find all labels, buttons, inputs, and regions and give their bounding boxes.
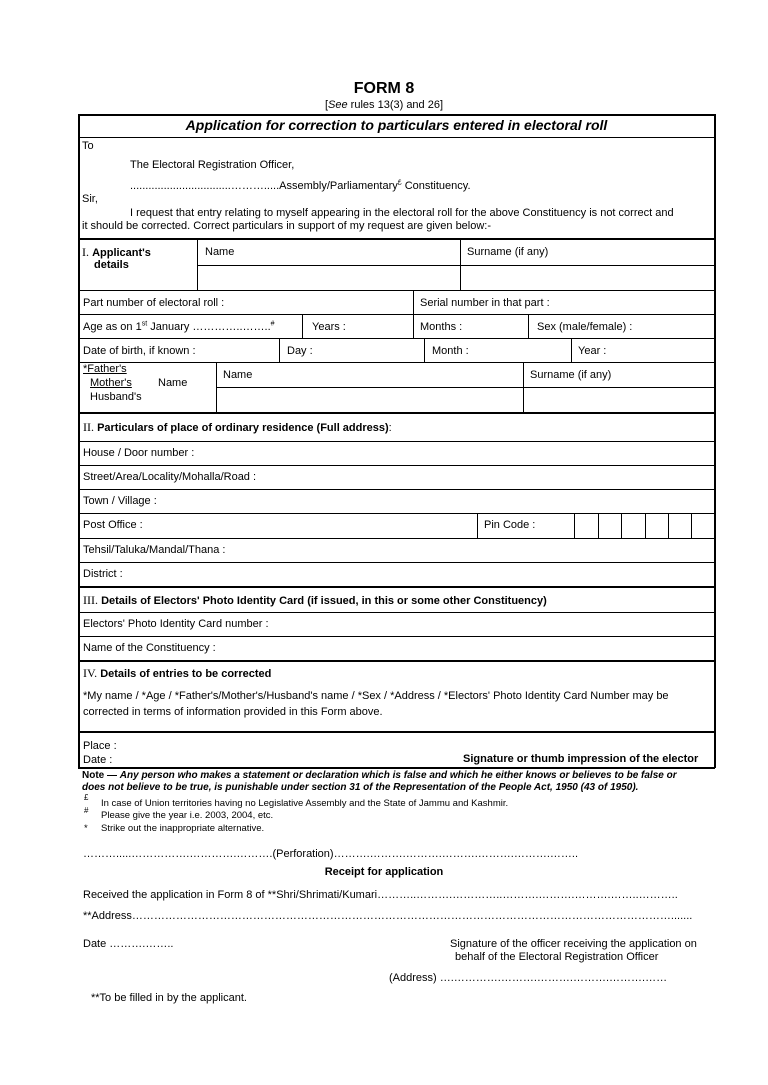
officer-signature-line-1: Signature of the officer receiving the application on [450,938,697,950]
months-label: Months : [420,321,463,333]
intro-divider [78,238,715,240]
applicant-name-label: Name [205,246,235,258]
part-number-label: Part number of electoral roll : [83,297,225,309]
footnote-2-mark: # [84,806,89,815]
application-title: Application for correction to particulars entered in electoral roll [185,117,608,133]
date-label: Date : [83,754,113,766]
title-divider [78,137,715,138]
footnote-2: Please give the year i.e. 2003, 2004, etc. [101,810,274,821]
age-mid: January …………..…….. [147,321,271,333]
row-divider [279,338,280,362]
section-1-title-1: Applicant's [92,247,151,259]
relative-surname-label: Surname (if any) [530,369,612,381]
age-sup-st: st [141,320,148,328]
row-divider [302,314,303,338]
section-3-number: III. [83,593,98,607]
relative-name-label: Name [223,369,253,381]
pin-box-divider [691,513,692,538]
post-office-label: Post Office : [83,519,143,531]
receipt-date: Date ……….…….. [83,938,174,950]
applicant-name-field[interactable] [198,266,459,289]
applicant-surname-label: Surname (if any) [467,246,549,258]
constituency-line [130,180,471,193]
pin-box-divider [621,513,622,538]
relation-line-2b: Name [158,377,188,389]
district-label: District : [83,568,123,580]
rules-see: See [328,99,348,111]
row-line [78,362,715,363]
section-1-heading [82,246,151,260]
relative-surname-field[interactable] [524,388,713,411]
pin-divider [477,513,478,538]
section-1-title-2: details [94,259,129,271]
row-line [78,612,715,613]
note-label: Note — [82,770,120,781]
rules-open: [ [324,99,329,111]
pin-box-divider [598,513,599,538]
row-divider [413,290,414,314]
received-line: Received the application in Form 8 of **Shri/Shrimati/Kumari………..……….…………..……….……….……….……..……….. [83,889,678,901]
request-line-1: I request that entry relating to myself appearing in the electoral roll for the above Constituency is not correct and [130,207,674,219]
constituency-tail: Constituency. [401,180,471,192]
rules-reference [0,99,768,112]
footnote-3-mark: * [84,823,88,834]
relation-line-2a: Mother's [90,377,132,389]
row-line [78,338,715,339]
perforation-line: ……….....…………….………….……….(Perforation)……….……….……….……….……….……….…….. [83,848,579,860]
note-line-1 [82,770,677,782]
correction-line-1: *My name / *Age / *Father's/Mother's/Husband's name / *Sex / *Address / *Electors' Photo Identity Card Number may be [83,690,669,702]
section-2-colon: : [388,422,392,434]
pin-box-divider [645,513,646,538]
row-divider [424,338,425,362]
section-1-number: I. [82,245,89,259]
form-title: FORM 8 [353,80,415,97]
section-4-top [78,660,715,662]
note-line-2: does not believe to be true, is punishable under section 31 of the Representation of the People Act, 1950 (43 of 1950). [82,782,639,793]
pound-mark: £ [397,179,402,187]
row-line [78,538,715,539]
pin-box-divider [668,513,669,538]
section-3-title: Details of Electors' Photo Identity Card (if issued, in this or some other Constituency) [101,595,547,607]
town-label: Town / Village : [83,495,157,507]
row-line [78,489,715,490]
section-4-heading [83,667,271,681]
section-2-heading [83,421,392,435]
month-label: Month : [432,345,469,357]
receipt-title: Receipt for application [324,866,444,878]
officer-address: (Address) ….………….……….……….……….……….…… [389,972,668,984]
row-line [78,314,715,315]
constituency-name-label: Name of the Constituency : [83,642,216,654]
serial-number-label: Serial number in that part : [420,297,550,309]
section-3-top [78,586,715,588]
row-divider [528,314,529,338]
row-line [78,441,715,442]
pin-box-divider [574,513,575,538]
age-sup-hash: # [270,320,275,328]
relation-line-1: *Father's [83,363,127,375]
constituency-dots: .................................……….....Assembly/Parliamentary [130,180,398,192]
correction-line-2: corrected in terms of information provided in this Form above. [83,706,383,718]
dob-label: Date of birth, if known : [83,345,196,357]
pin-code-label: Pin Code : [484,519,536,531]
sex-label: Sex (male/female) : [537,321,633,333]
footnote-3: Strike out the inappropriate alternative. [101,823,265,834]
applicant-surname-field[interactable] [461,266,713,289]
row-line [78,636,715,637]
place-label: Place : [83,740,117,752]
footnote-1-mark: £ [84,793,89,802]
year-label: Year : [578,345,607,357]
section-2-title: Particulars of place of ordinary residence (Full address) [97,422,389,434]
row-divider [413,314,414,338]
request-line-2: it should be corrected. Correct particulars in support of my request are given below:- [82,220,492,232]
section-4-bottom [78,731,715,733]
frame-bottom [78,767,715,769]
section-4-number: IV. [83,666,98,680]
row-line [78,562,715,563]
age-label [83,321,275,334]
day-label: Day : [287,345,313,357]
tehsil-label: Tehsil/Taluka/Mandal/Thana : [83,544,226,556]
address-line: **Address…………………………………………………………………………………………………………………………………....... [83,910,693,922]
row-line [78,290,715,291]
epic-number-label: Electors' Photo Identity Card number : [83,618,269,630]
section-2-number: II. [83,420,94,434]
ero-label: The Electoral Registration Officer, [130,159,295,171]
section-2-top [78,412,715,414]
frame-top [78,114,715,116]
rules-text: rules 13(3) and 26] [347,99,444,111]
house-label: House / Door number : [83,447,195,459]
row-line [78,465,715,466]
row-divider [571,338,572,362]
elector-signature-label: Signature or thumb impression of the elector [463,753,699,765]
receipt-footnote: **To be filled in by the applicant. [91,992,247,1004]
relation-line-3: Husband's [90,391,142,403]
to-label: To [82,140,94,152]
sir-label: Sir, [82,193,98,205]
officer-signature-line-2: behalf of the Electoral Registration Officer [455,951,659,963]
note-text-1: Any person who makes a statement or declaration which is false and which he either knows or believes to be false or [119,770,677,781]
section-4-title: Details of entries to be corrected [100,668,272,680]
relative-name-field[interactable] [217,388,522,411]
street-label: Street/Area/Locality/Mohalla/Road : [83,471,257,483]
age-prefix: Age as on 1 [83,321,142,333]
row-line [78,513,715,514]
years-label: Years : [312,321,346,333]
footnote-1: In case of Union territories having no Legislative Assembly and the State of Jammu and Kashmir. [101,798,509,809]
section-3-heading [83,594,547,608]
